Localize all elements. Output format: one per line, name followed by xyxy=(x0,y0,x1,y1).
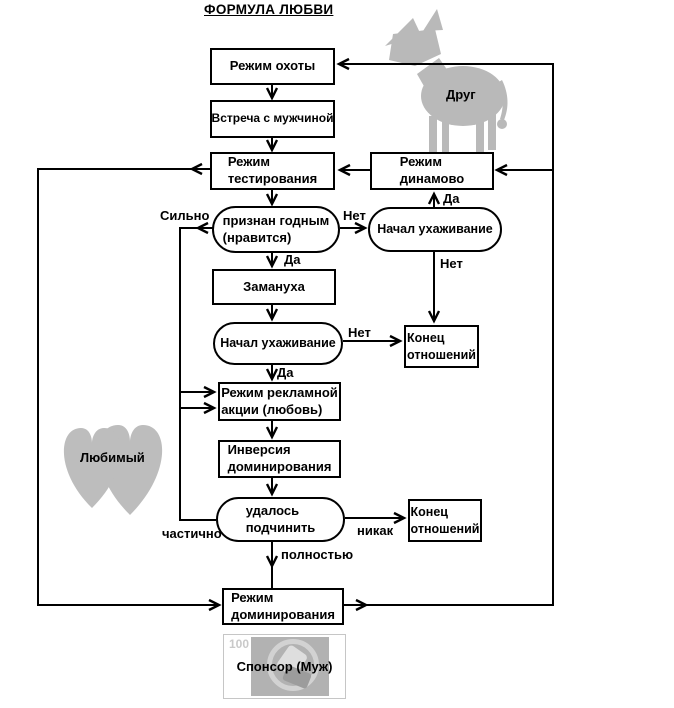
page-title: ФОРМУЛА ЛЮБВИ xyxy=(204,2,334,17)
node-end-of-relationship-top xyxy=(404,325,479,368)
node-lure: Замануха xyxy=(212,269,336,305)
node-courtship-mid: Начал ухаживание xyxy=(213,322,343,365)
node-testing-line2: тестирования xyxy=(227,171,318,186)
edge-label-no-right: Нет xyxy=(343,208,366,223)
node-end-bottom-line2: отношений xyxy=(410,521,480,536)
node-dynamo-line1: Режим xyxy=(399,154,442,170)
node-domination-mode xyxy=(222,588,344,625)
banknote-denomination: 100 xyxy=(229,637,250,651)
node-testing-mode xyxy=(210,152,335,190)
node-promo-line2: акции (любовь) xyxy=(221,401,323,417)
node-subdue xyxy=(216,497,345,542)
edge-label-noway: никак xyxy=(357,523,394,538)
node-end-top-line2: отношений xyxy=(407,347,476,362)
node-courtship-right: Начал ухаживание xyxy=(368,207,502,252)
node-domination-line2: доминирования xyxy=(231,606,335,622)
node-meeting: Встреча с мужчиной xyxy=(210,100,335,138)
node-end-bottom-line1: Конец xyxy=(410,505,448,520)
sponsor-label: Спонсор (Муж) xyxy=(236,659,333,674)
node-inversion-line2: доминирования xyxy=(227,459,332,474)
edge-label-yes-up: Да xyxy=(443,191,460,206)
node-promo-mode xyxy=(218,382,341,421)
node-approved-line1: признан годным xyxy=(222,212,330,228)
node-dynamo-mode xyxy=(370,152,494,190)
edge-label-no-down: Нет xyxy=(440,256,463,271)
edge-label-strongly: Сильно xyxy=(160,208,210,223)
friend-caption: Друг xyxy=(446,87,476,102)
node-subdue-line1: удалось xyxy=(245,502,300,518)
beloved-caption: Любимый xyxy=(80,450,145,465)
edge-label-completely: полностью xyxy=(281,547,354,562)
node-testing-line1: Режим xyxy=(227,154,271,170)
node-dynamo-line2: динамово xyxy=(399,171,465,186)
node-end-of-relationship-bottom xyxy=(408,499,482,542)
node-inversion xyxy=(218,440,341,478)
node-inversion-line1: Инверсия xyxy=(227,442,291,458)
node-hunt-mode: Режим охоты xyxy=(210,48,335,85)
node-promo-line1: Режим рекламной xyxy=(221,384,338,400)
edge-label-partially: частично xyxy=(162,526,222,541)
node-end-top-line1: Конец xyxy=(407,331,445,346)
node-approved xyxy=(212,206,340,253)
edge-label-no-mid: Нет xyxy=(348,325,371,340)
node-approved-line2: (нравится) xyxy=(222,229,292,245)
node-subdue-line2: подчинить xyxy=(245,519,316,535)
edge-label-yes-mid: Да xyxy=(277,365,294,380)
node-domination-line1: Режим xyxy=(231,589,274,605)
edge-label-yes-down: Да xyxy=(284,252,301,267)
